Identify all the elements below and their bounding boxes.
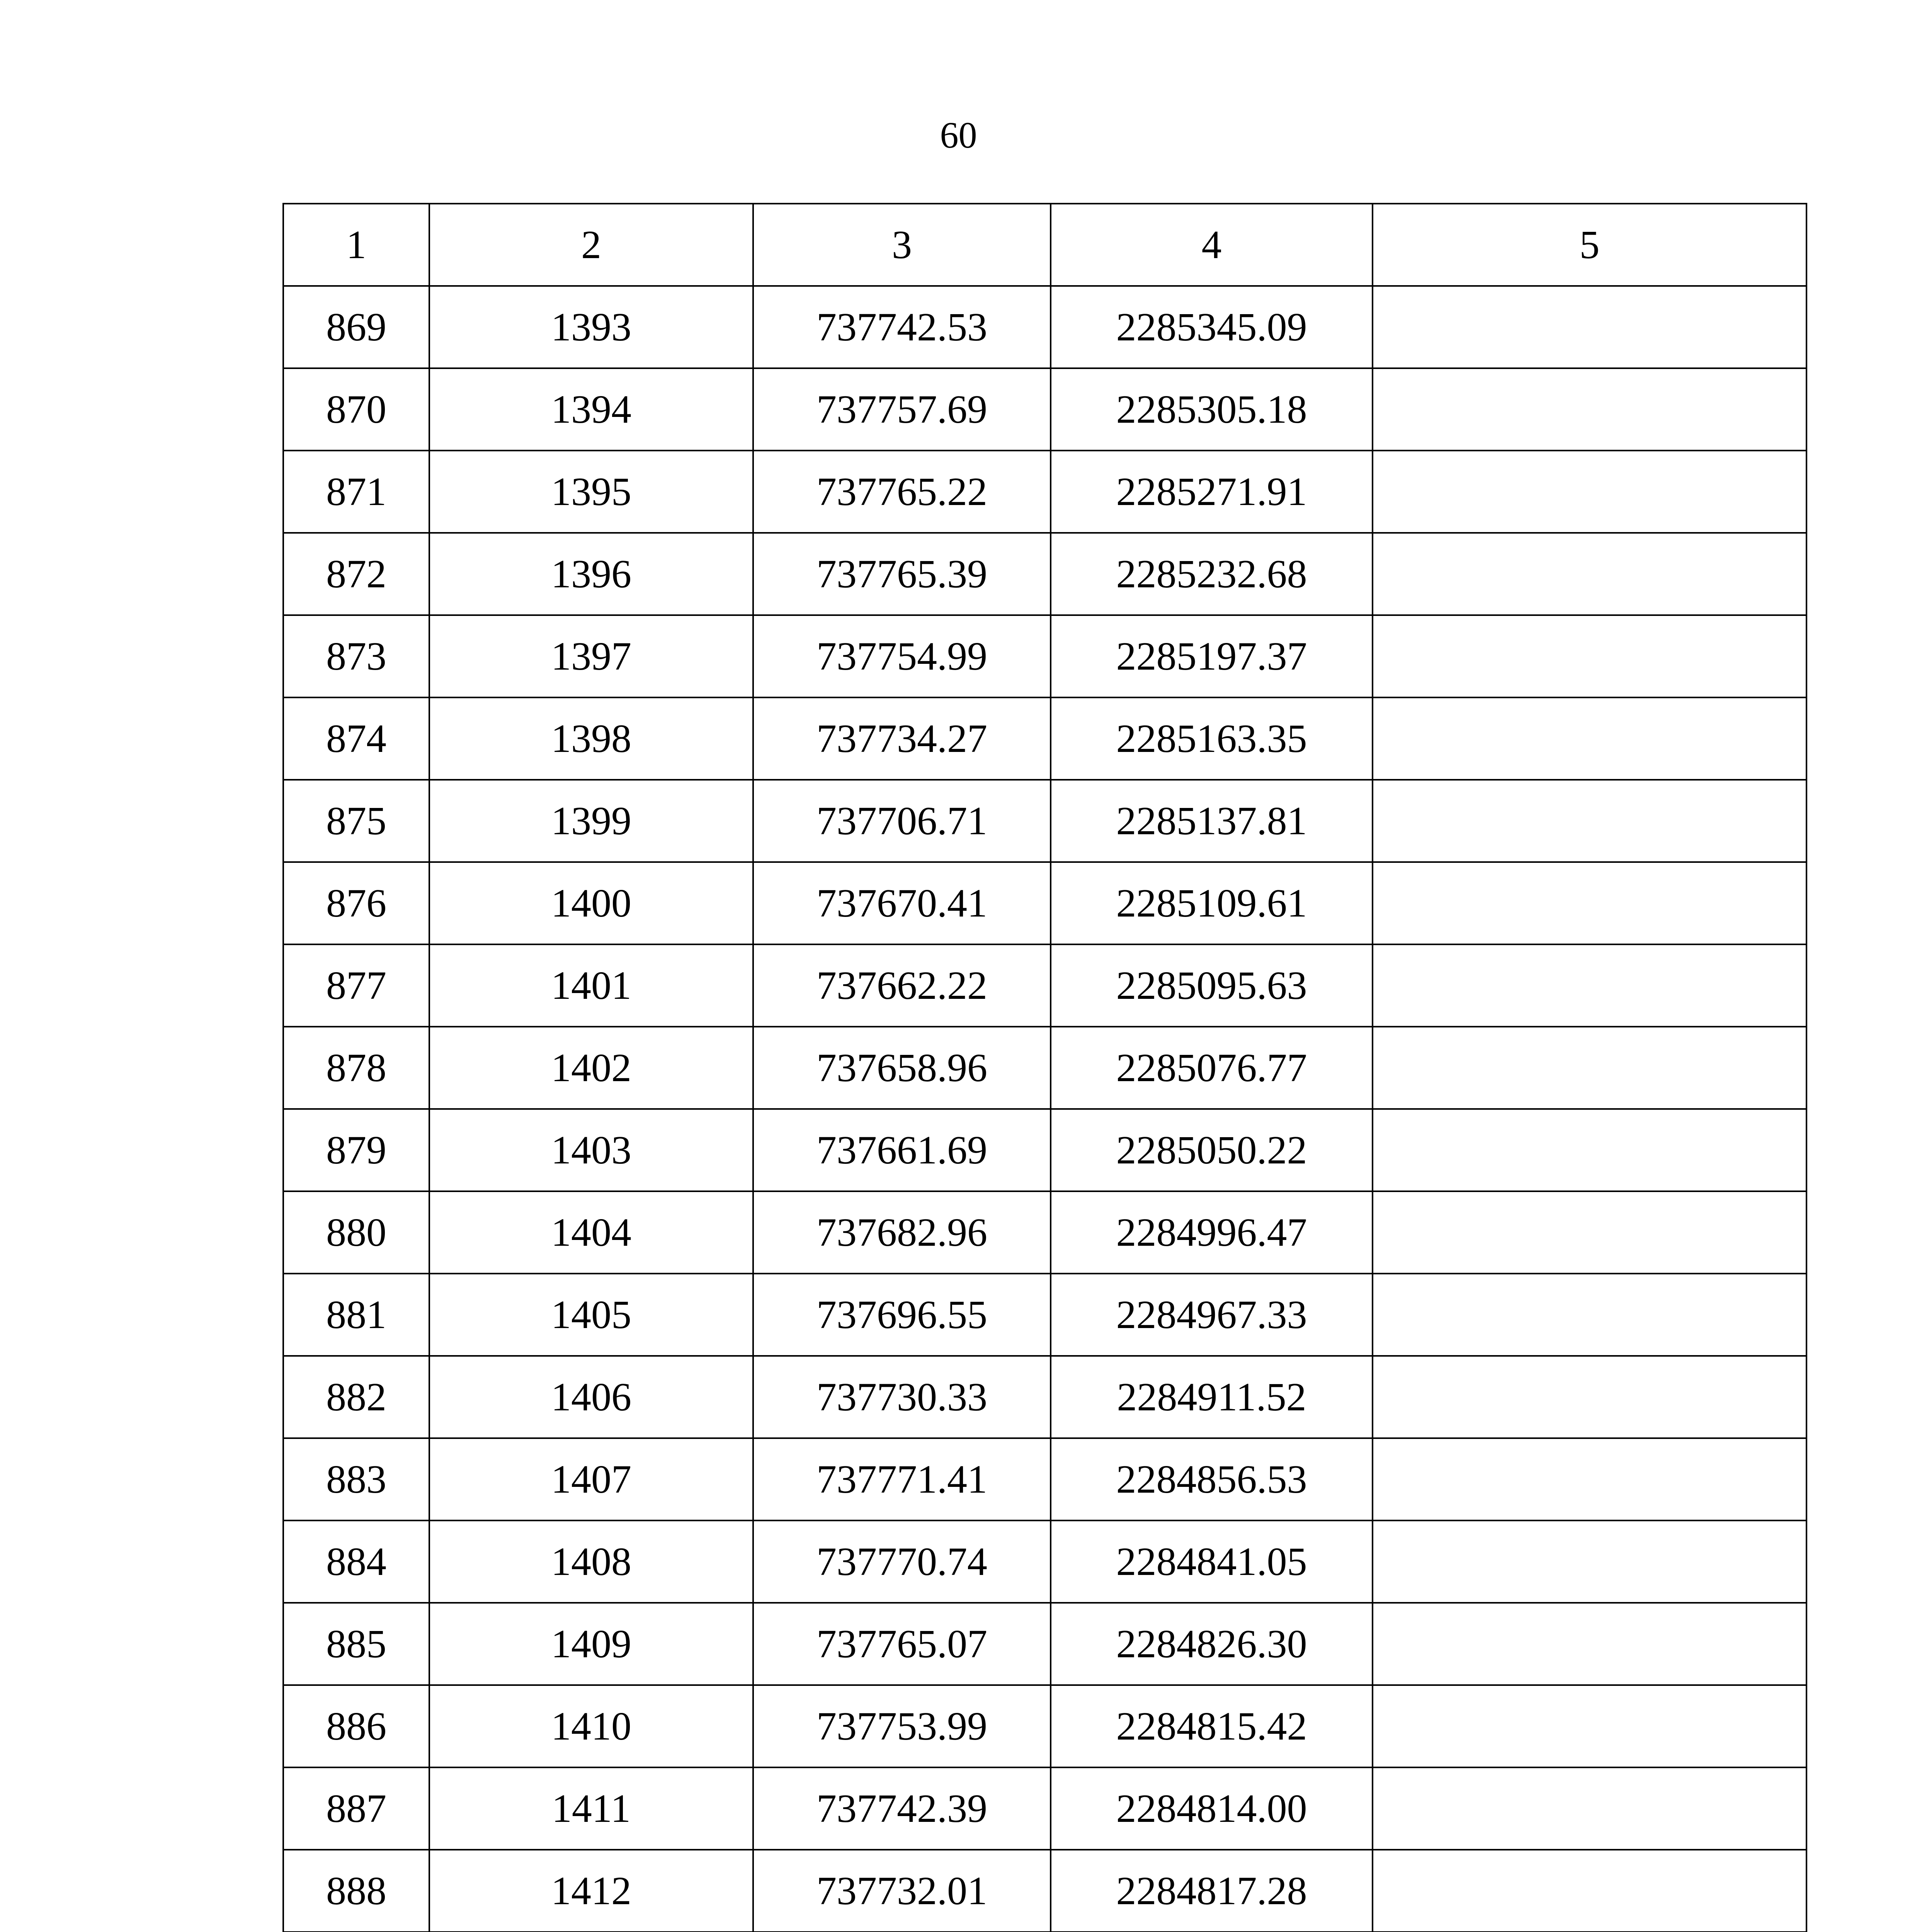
row-number-cell: 880 — [283, 1191, 429, 1274]
header-cell-2: 2 — [429, 204, 753, 286]
y-coordinate-cell: 2284967.33 — [1051, 1274, 1373, 1356]
table-row — [283, 1767, 1806, 1850]
x-coordinate-cell: 737706.71 — [753, 780, 1051, 862]
table-row — [283, 533, 1806, 615]
note-cell — [1373, 1850, 1806, 1932]
x-coordinate-cell: 737765.39 — [753, 533, 1051, 615]
header-cell-4: 4 — [1051, 204, 1373, 286]
table-body — [283, 204, 1806, 1932]
note-cell — [1373, 1438, 1806, 1520]
y-coordinate-cell: 2285109.61 — [1051, 862, 1373, 944]
x-coordinate-cell: 737658.96 — [753, 1027, 1051, 1109]
note-cell — [1373, 1603, 1806, 1685]
point-number-cell: 1400 — [429, 862, 753, 944]
table-row — [283, 862, 1806, 944]
note-cell — [1373, 1356, 1806, 1438]
note-cell — [1373, 1109, 1806, 1191]
note-cell — [1373, 1520, 1806, 1603]
table-row — [283, 1027, 1806, 1109]
point-number-cell: 1398 — [429, 697, 753, 780]
row-number-cell: 881 — [283, 1274, 429, 1356]
point-number-cell: 1410 — [429, 1685, 753, 1767]
y-coordinate-cell: 2284841.05 — [1051, 1520, 1373, 1603]
point-number-cell: 1395 — [429, 451, 753, 533]
row-number-cell: 874 — [283, 697, 429, 780]
table-row — [283, 1438, 1806, 1520]
x-coordinate-cell: 737696.55 — [753, 1274, 1051, 1356]
table-row — [283, 780, 1806, 862]
y-coordinate-cell: 2285163.35 — [1051, 697, 1373, 780]
x-coordinate-cell: 737661.69 — [753, 1109, 1051, 1191]
x-coordinate-cell: 737765.07 — [753, 1603, 1051, 1685]
y-coordinate-cell: 2285137.81 — [1051, 780, 1373, 862]
row-number-cell: 879 — [283, 1109, 429, 1191]
y-coordinate-cell: 2285271.91 — [1051, 451, 1373, 533]
row-number-cell: 877 — [283, 944, 429, 1027]
x-coordinate-cell: 737730.33 — [753, 1356, 1051, 1438]
row-number-cell: 884 — [283, 1520, 429, 1603]
table-row — [283, 1520, 1806, 1603]
point-number-cell: 1409 — [429, 1603, 753, 1685]
note-cell — [1373, 368, 1806, 451]
row-number-cell: 870 — [283, 368, 429, 451]
note-cell — [1373, 451, 1806, 533]
point-number-cell: 1393 — [429, 286, 753, 368]
table-row — [283, 1603, 1806, 1685]
table-row — [283, 1356, 1806, 1438]
row-number-cell: 871 — [283, 451, 429, 533]
row-number-cell: 886 — [283, 1685, 429, 1767]
note-cell — [1373, 862, 1806, 944]
point-number-cell: 1394 — [429, 368, 753, 451]
point-number-cell: 1402 — [429, 1027, 753, 1109]
header-cell-5: 5 — [1373, 204, 1806, 286]
x-coordinate-cell: 737742.39 — [753, 1767, 1051, 1850]
y-coordinate-cell: 2285232.68 — [1051, 533, 1373, 615]
x-coordinate-cell: 737770.74 — [753, 1520, 1051, 1603]
y-coordinate-cell: 2284996.47 — [1051, 1191, 1373, 1274]
row-number-cell: 869 — [283, 286, 429, 368]
row-number-cell: 885 — [283, 1603, 429, 1685]
header-cell-3: 3 — [753, 204, 1051, 286]
x-coordinate-cell: 737771.41 — [753, 1438, 1051, 1520]
row-number-cell: 872 — [283, 533, 429, 615]
row-number-cell: 888 — [283, 1850, 429, 1932]
table-row — [283, 286, 1806, 368]
y-coordinate-cell: 2285095.63 — [1051, 944, 1373, 1027]
y-coordinate-cell: 2284815.42 — [1051, 1685, 1373, 1767]
x-coordinate-cell: 737742.53 — [753, 286, 1051, 368]
table-row — [283, 697, 1806, 780]
table-row — [283, 1109, 1806, 1191]
x-coordinate-cell: 737753.99 — [753, 1685, 1051, 1767]
point-number-cell: 1397 — [429, 615, 753, 697]
header-cell-1: 1 — [283, 204, 429, 286]
table-row — [283, 944, 1806, 1027]
note-cell — [1373, 944, 1806, 1027]
x-coordinate-cell: 737734.27 — [753, 697, 1051, 780]
point-number-cell: 1403 — [429, 1109, 753, 1191]
y-coordinate-cell: 2285197.37 — [1051, 615, 1373, 697]
point-number-cell: 1408 — [429, 1520, 753, 1603]
table-row — [283, 451, 1806, 533]
x-coordinate-cell: 737662.22 — [753, 944, 1051, 1027]
row-number-cell: 878 — [283, 1027, 429, 1109]
y-coordinate-cell: 2284817.28 — [1051, 1850, 1373, 1932]
row-number-cell: 875 — [283, 780, 429, 862]
point-number-cell: 1411 — [429, 1767, 753, 1850]
note-cell — [1373, 697, 1806, 780]
y-coordinate-cell: 2285305.18 — [1051, 368, 1373, 451]
x-coordinate-cell: 737682.96 — [753, 1191, 1051, 1274]
table-row — [283, 615, 1806, 697]
row-number-cell: 882 — [283, 1356, 429, 1438]
y-coordinate-cell: 2284814.00 — [1051, 1767, 1373, 1850]
table-row — [283, 1685, 1806, 1767]
x-coordinate-cell: 737757.69 — [753, 368, 1051, 451]
point-number-cell: 1401 — [429, 944, 753, 1027]
note-cell — [1373, 1027, 1806, 1109]
point-number-cell: 1412 — [429, 1850, 753, 1932]
note-cell — [1373, 533, 1806, 615]
table-row — [283, 1850, 1806, 1932]
point-number-cell: 1407 — [429, 1438, 753, 1520]
point-number-cell: 1399 — [429, 780, 753, 862]
x-coordinate-cell: 737732.01 — [753, 1850, 1051, 1932]
row-number-cell: 887 — [283, 1767, 429, 1850]
table-row — [283, 1191, 1806, 1274]
page-number: 60 — [940, 114, 977, 156]
point-number-cell: 1404 — [429, 1191, 753, 1274]
note-cell — [1373, 1767, 1806, 1850]
note-cell — [1373, 1274, 1806, 1356]
table-header-row — [283, 204, 1806, 286]
point-number-cell: 1396 — [429, 533, 753, 615]
coordinates-table — [282, 203, 1807, 1932]
row-number-cell: 873 — [283, 615, 429, 697]
table-row — [283, 1274, 1806, 1356]
y-coordinate-cell: 2284856.53 — [1051, 1438, 1373, 1520]
y-coordinate-cell: 2285345.09 — [1051, 286, 1373, 368]
y-coordinate-cell: 2285076.77 — [1051, 1027, 1373, 1109]
note-cell — [1373, 286, 1806, 368]
y-coordinate-cell: 2284826.30 — [1051, 1603, 1373, 1685]
note-cell — [1373, 1685, 1806, 1767]
table-row — [283, 368, 1806, 451]
point-number-cell: 1406 — [429, 1356, 753, 1438]
point-number-cell: 1405 — [429, 1274, 753, 1356]
note-cell — [1373, 615, 1806, 697]
note-cell — [1373, 780, 1806, 862]
note-cell — [1373, 1191, 1806, 1274]
row-number-cell: 883 — [283, 1438, 429, 1520]
y-coordinate-cell: 2284911.52 — [1051, 1356, 1373, 1438]
row-number-cell: 876 — [283, 862, 429, 944]
x-coordinate-cell: 737765.22 — [753, 451, 1051, 533]
x-coordinate-cell: 737670.41 — [753, 862, 1051, 944]
y-coordinate-cell: 2285050.22 — [1051, 1109, 1373, 1191]
x-coordinate-cell: 737754.99 — [753, 615, 1051, 697]
